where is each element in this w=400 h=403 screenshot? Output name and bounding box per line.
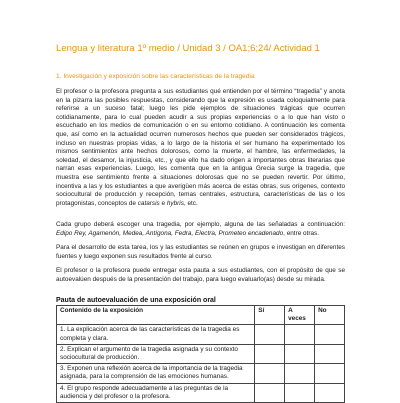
check-cell-si[interactable] <box>255 364 285 383</box>
development-paragraph: Para el desarrollo de esta tarea, los y las estudiantes se reúnen en grupos e investigan en diferentes fuentes y luego exponen sus resultados frente al curso. <box>56 244 345 260</box>
intro-paragraph <box>56 88 345 208</box>
criterion-cell: 3. Exponen una reflexión acerca de la importancia de la tragedia asignada, para la comprensión de las emociones humanas. <box>57 364 255 383</box>
document-title: Lengua y literatura 1º medio / Unidad 3 / OA1;6;24/ Actividad 1 <box>56 43 320 54</box>
check-cell-a-veces[interactable] <box>285 344 315 363</box>
check-cell-a-veces[interactable] <box>285 364 315 383</box>
check-cell-no[interactable] <box>315 364 345 383</box>
section-heading: 1. Investigación y exposición sobre las características de la tragedia <box>56 73 255 80</box>
criterion-cell: 2. Explican el argumento de la tragedia asignada y su contexto sociocultural de producción. <box>57 344 255 363</box>
check-cell-no[interactable] <box>315 344 345 363</box>
tragedy-list: Edipo Rey, Agamenón, Medea, Antígona, Fedra, Electra, Prometeo encadenado <box>56 229 284 237</box>
intro-end: , etc. <box>183 199 198 207</box>
header-content: Contenido de la exposición <box>57 306 255 325</box>
selection-text: Cada grupo deberá escoger una tragedia, por ejemplo, alguna de las señaladas a continuación: <box>56 221 345 228</box>
term-catarsis: catarsis <box>137 199 160 207</box>
selection-paragraph <box>56 221 345 238</box>
connector-text: e <box>159 199 167 207</box>
check-cell-no[interactable] <box>315 325 345 344</box>
header-a-veces: A veces <box>285 306 315 325</box>
rubric-header-row <box>57 306 345 325</box>
rubric-title: Pauta de autoevaluación de una exposición oral <box>56 297 216 304</box>
rubric-table <box>56 305 345 403</box>
check-cell-si[interactable] <box>255 344 285 363</box>
check-cell-a-veces[interactable] <box>285 325 315 344</box>
evaluation-paragraph: El profesor o la profesora puede entregar esta pauta a sus estudiantes, con el propósito de que se autoevalúen después de la presentación del trabajo, para luego evaluarlo(as) desde su mirada. <box>56 267 345 283</box>
criterion-cell: 1. La explicación acerca de las características de la tragedia es completa y clara. <box>57 325 255 344</box>
header-no: No <box>315 306 345 325</box>
table-row <box>57 364 345 383</box>
check-cell-si[interactable] <box>255 325 285 344</box>
header-si: Sí <box>255 306 285 325</box>
intro-text: El profesor o la profesora pregunta a sus estudiantes qué entienden por el término “tragedia” y anota en la pizarra las posibles respuestas, considerando que la expresión es usada coloquialmente para referirse a un suceso fatal; luego les pide ejemplos de situaciones trágicas que ocurren cotidianamente, para lo cual pueden acudir a sus propias experiencias o a lo que han visto o escuchado en los medios de comunicación o en su entorno cotidiano. A continuación les comenta que, así como en la actualidad ocurren numerosos hechos que pueden ser considerados trágicos, incluso en nuestras propias vidas, a lo largo de la historia el ser humano ha experimentado los mismos sentimientos ante hechos dolorosos, como la muerte, el hambre, las enfermedades, la soledad, el desamor, la injusticia, etc., y que ello ha dado origen a importantes obras literarias que narran esas experiencias. Luego, les comenta que en la antigua Grecia surge la tragedia, que muestra ese sentimiento frente a situaciones dolorosas que no se pueden revertir. Por último, incentiva a las y los estudiantes a que averigüen más acerca de estas obras, sus orígenes, contexto sociocultural de producción y recepción, temas centrales, estructura, características de las o los protagonistas, conceptos de <box>56 88 345 207</box>
term-hybris: hybris <box>166 199 184 207</box>
selection-end: , entre otras. <box>283 229 320 237</box>
criterion-cell: 4. El grupo responde adecuadamente a las preguntas de la audiencia y del profesor o la profesora. <box>57 383 255 402</box>
table-row <box>57 325 345 344</box>
table-row <box>57 344 345 363</box>
